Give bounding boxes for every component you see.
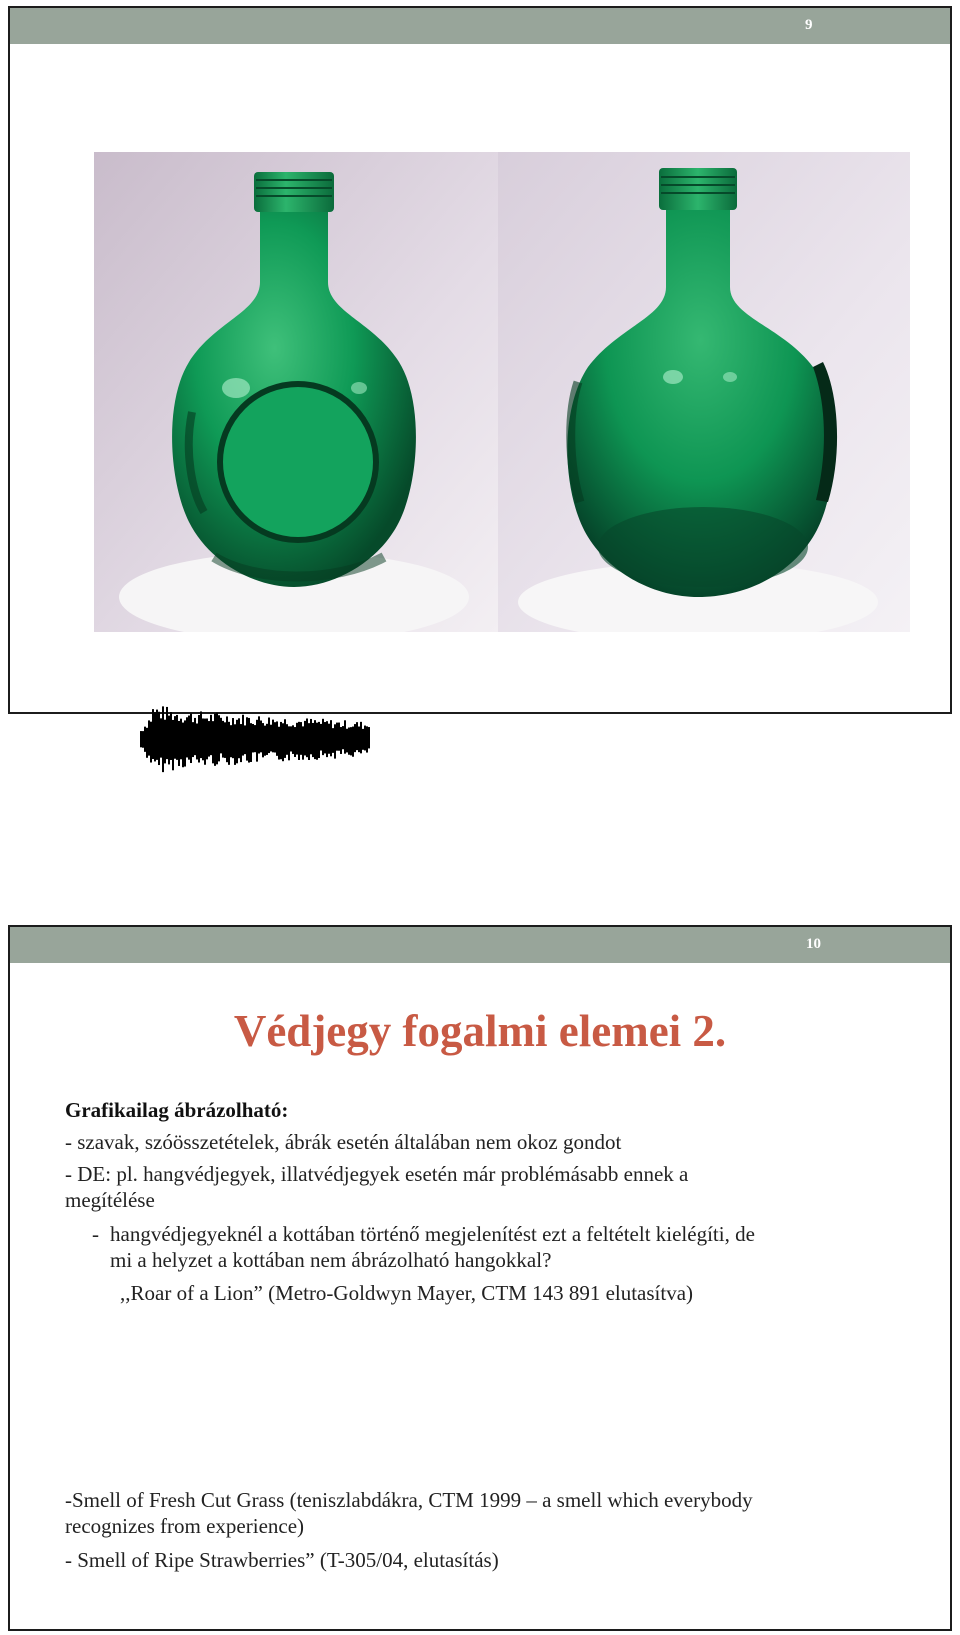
green-bottle-side-photo xyxy=(498,152,910,632)
slide-title: Védjegy fogalmi elemei 2. xyxy=(233,1006,727,1056)
bullet-sound-smell: - DE: pl. hangvédjegyek, illatvédjegyek esetén már problémásabb ennek a xyxy=(65,1162,689,1186)
slide-header-bar xyxy=(10,927,950,963)
section-heading: Grafikailag ábrázolható: xyxy=(65,1098,289,1122)
ripe-strawberries-example: - Smell of Ripe Strawberries” (T-305/04, elutasítás) xyxy=(65,1548,499,1572)
sub-bullet-sound-marks: hangvédjegyeknél a kottában történő megjelenítést ezt a feltételt kielégíti, de xyxy=(110,1222,755,1246)
fresh-cut-grass-example: -Smell of Fresh Cut Grass (teniszlabdákra, CTM 1999 – a smell which everybody xyxy=(65,1488,753,1512)
bullet-sound-smell-cont: megítélése xyxy=(65,1188,155,1212)
lion-roar-waveform-image xyxy=(136,699,376,790)
bullet-words: - szavak, szóösszetételek, ábrák esetén általában nem okoz gondot xyxy=(65,1130,622,1154)
fresh-cut-grass-example-cont: recognizes from experience) xyxy=(65,1514,305,1538)
sub-bullet-dash: - xyxy=(92,1222,99,1246)
page-number: 9 xyxy=(805,17,813,33)
slide-9 xyxy=(8,6,952,714)
roar-of-lion-example: ,,Roar of a Lion” (Metro-Goldwyn Mayer, CTM 143 891 elutasítva) xyxy=(120,1281,694,1305)
green-bottle-front-photo xyxy=(94,152,498,632)
page-number: 10 xyxy=(806,936,821,952)
sub-bullet-sound-marks-cont: mi a helyzet a kottában nem ábrázolható hangokkal? xyxy=(110,1248,552,1272)
slide-10 xyxy=(8,925,952,1631)
slide-header-bar xyxy=(10,8,950,44)
